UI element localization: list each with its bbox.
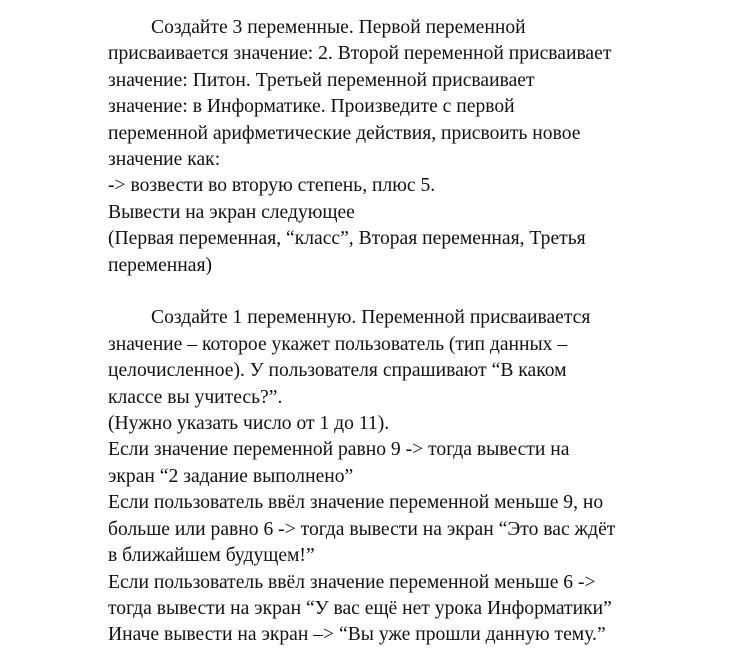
task2-line: тогда вывести на экран “У вас ещё нет урока Информатики”: [108, 597, 612, 619]
task1-line: переменной арифметические действия, присвоить новое: [108, 122, 581, 144]
task2-line: Если пользователь ввёл значение переменной меньше 6 ->: [108, 571, 596, 593]
task2-line: экран “2 задание выполнено”: [108, 465, 354, 487]
task2-line: Создайте 1 переменную. Переменной присваивается: [151, 307, 591, 329]
task2-line: больше или равно 6 -> тогда вывести на экран “Это вас ждёт: [108, 518, 616, 540]
task1-line: присваивается значение: 2. Второй переменной присваивает: [108, 43, 612, 65]
task2-line: в ближайшем будущем!”: [108, 545, 315, 567]
task2-line: целочисленное). У пользователя спрашивают “В каком: [108, 360, 567, 382]
task1-line: значение как:: [108, 149, 221, 171]
document-page: [108, 15, 728, 649]
task1-line: Создайте 3 переменные. Первой переменной: [151, 17, 526, 38]
task2-line: классе вы учитесь?”.: [108, 386, 283, 408]
task1-line: (Первая переменная, “класс”, Вторая переменная, Третья: [108, 228, 586, 250]
task2-line: значение – которое укажет пользователь (тип данных –: [108, 333, 568, 355]
task2-line: (Нужно указать число от 1 до 11).: [108, 413, 390, 435]
task1-line: -> возвести во вторую степень, плюс 5.: [108, 175, 436, 197]
task2-line: Если пользователь ввёл значение переменной меньше 9, но: [108, 492, 604, 514]
task2-paragraph: [108, 305, 728, 648]
task1-line: значение: Питон. Третьей переменной присваивает: [108, 69, 535, 91]
task2-line: Иначе вывести на экран –> “Вы уже прошли данную тему.”: [108, 624, 606, 646]
task1-paragraph: [108, 15, 728, 279]
task1-line: Вывести на экран следующее: [108, 201, 355, 223]
task1-line: значение: в Информатике. Произведите с первой: [108, 96, 515, 118]
task2-line: Если значение переменной равно 9 -> тогда вывести на: [108, 439, 570, 461]
task1-line: переменная): [108, 254, 212, 276]
paragraph-gap: [108, 279, 728, 305]
